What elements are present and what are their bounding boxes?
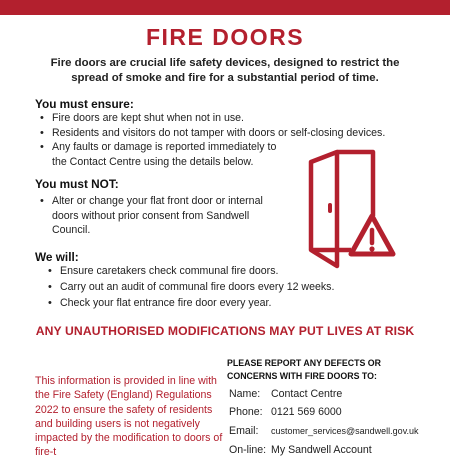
list-item: • Check your flat entrance fire door every year. <box>46 296 406 312</box>
we-will-heading: We will: <box>35 250 79 264</box>
phone-number[interactable]: 0121 569 6000 <box>271 406 342 418</box>
report-heading: PLEASE REPORT ANY DEFECTS OR CONCERNS WITH FIRE DOORS TO: <box>227 358 381 381</box>
online-account-link[interactable]: My Sandwell Account <box>271 444 372 456</box>
list-item: • Alter or change your flat front door or internal doors without prior consent from Sandwell Council. <box>38 194 278 238</box>
contact-email-row <box>229 425 419 437</box>
fire-door-graphic <box>305 148 397 270</box>
must-ensure-heading: You must ensure: <box>35 97 134 111</box>
contact-label: Email: <box>229 425 259 437</box>
warning-banner: ANY UNAUTHORISED MODIFICATIONS MAY PUT LIVES AT RISK <box>35 324 415 338</box>
list-item: • Fire doors are kept shut when not in use. <box>38 111 398 126</box>
top-banner <box>0 0 450 15</box>
list-item: • Carry out an audit of communal fire doors every 12 weeks. <box>46 280 406 296</box>
intro-text: Fire doors are crucial life safety devices, designed to restrict the spread of smoke and fire for a substantial period of time. <box>50 57 400 84</box>
we-will-list <box>46 264 406 311</box>
page-title: FIRE DOORS <box>145 24 305 50</box>
contact-label: Phone: <box>229 406 263 418</box>
contact-label: Name: <box>229 388 261 400</box>
email-link[interactable]: customer_services@sandwell.gov.uk <box>271 426 419 436</box>
must-not-heading: You must NOT: <box>35 177 119 191</box>
contact-label: On-line: <box>229 444 267 456</box>
list-item: • Residents and visitors do not tamper with doors or self-closing devices. <box>38 126 398 141</box>
list-item: • Any faults or damage is reported immediately to the Contact Centre using the details below. <box>38 140 288 169</box>
contact-name-row <box>229 388 342 400</box>
warning-triangle-icon <box>351 216 393 254</box>
regulations-info: This information is provided in line with the Fire Safety (England) Regulations 2022 to ensure the safety of residents and building users is not negatively impacted by the modification to doors of fire-t <box>35 375 223 459</box>
contact-phone-row <box>229 406 342 418</box>
contact-online-row <box>229 444 372 456</box>
list-item: • Ensure caretakers check communal fire doors. <box>46 264 406 280</box>
must-not-list <box>38 194 278 238</box>
contact-value: Contact Centre <box>271 388 343 400</box>
